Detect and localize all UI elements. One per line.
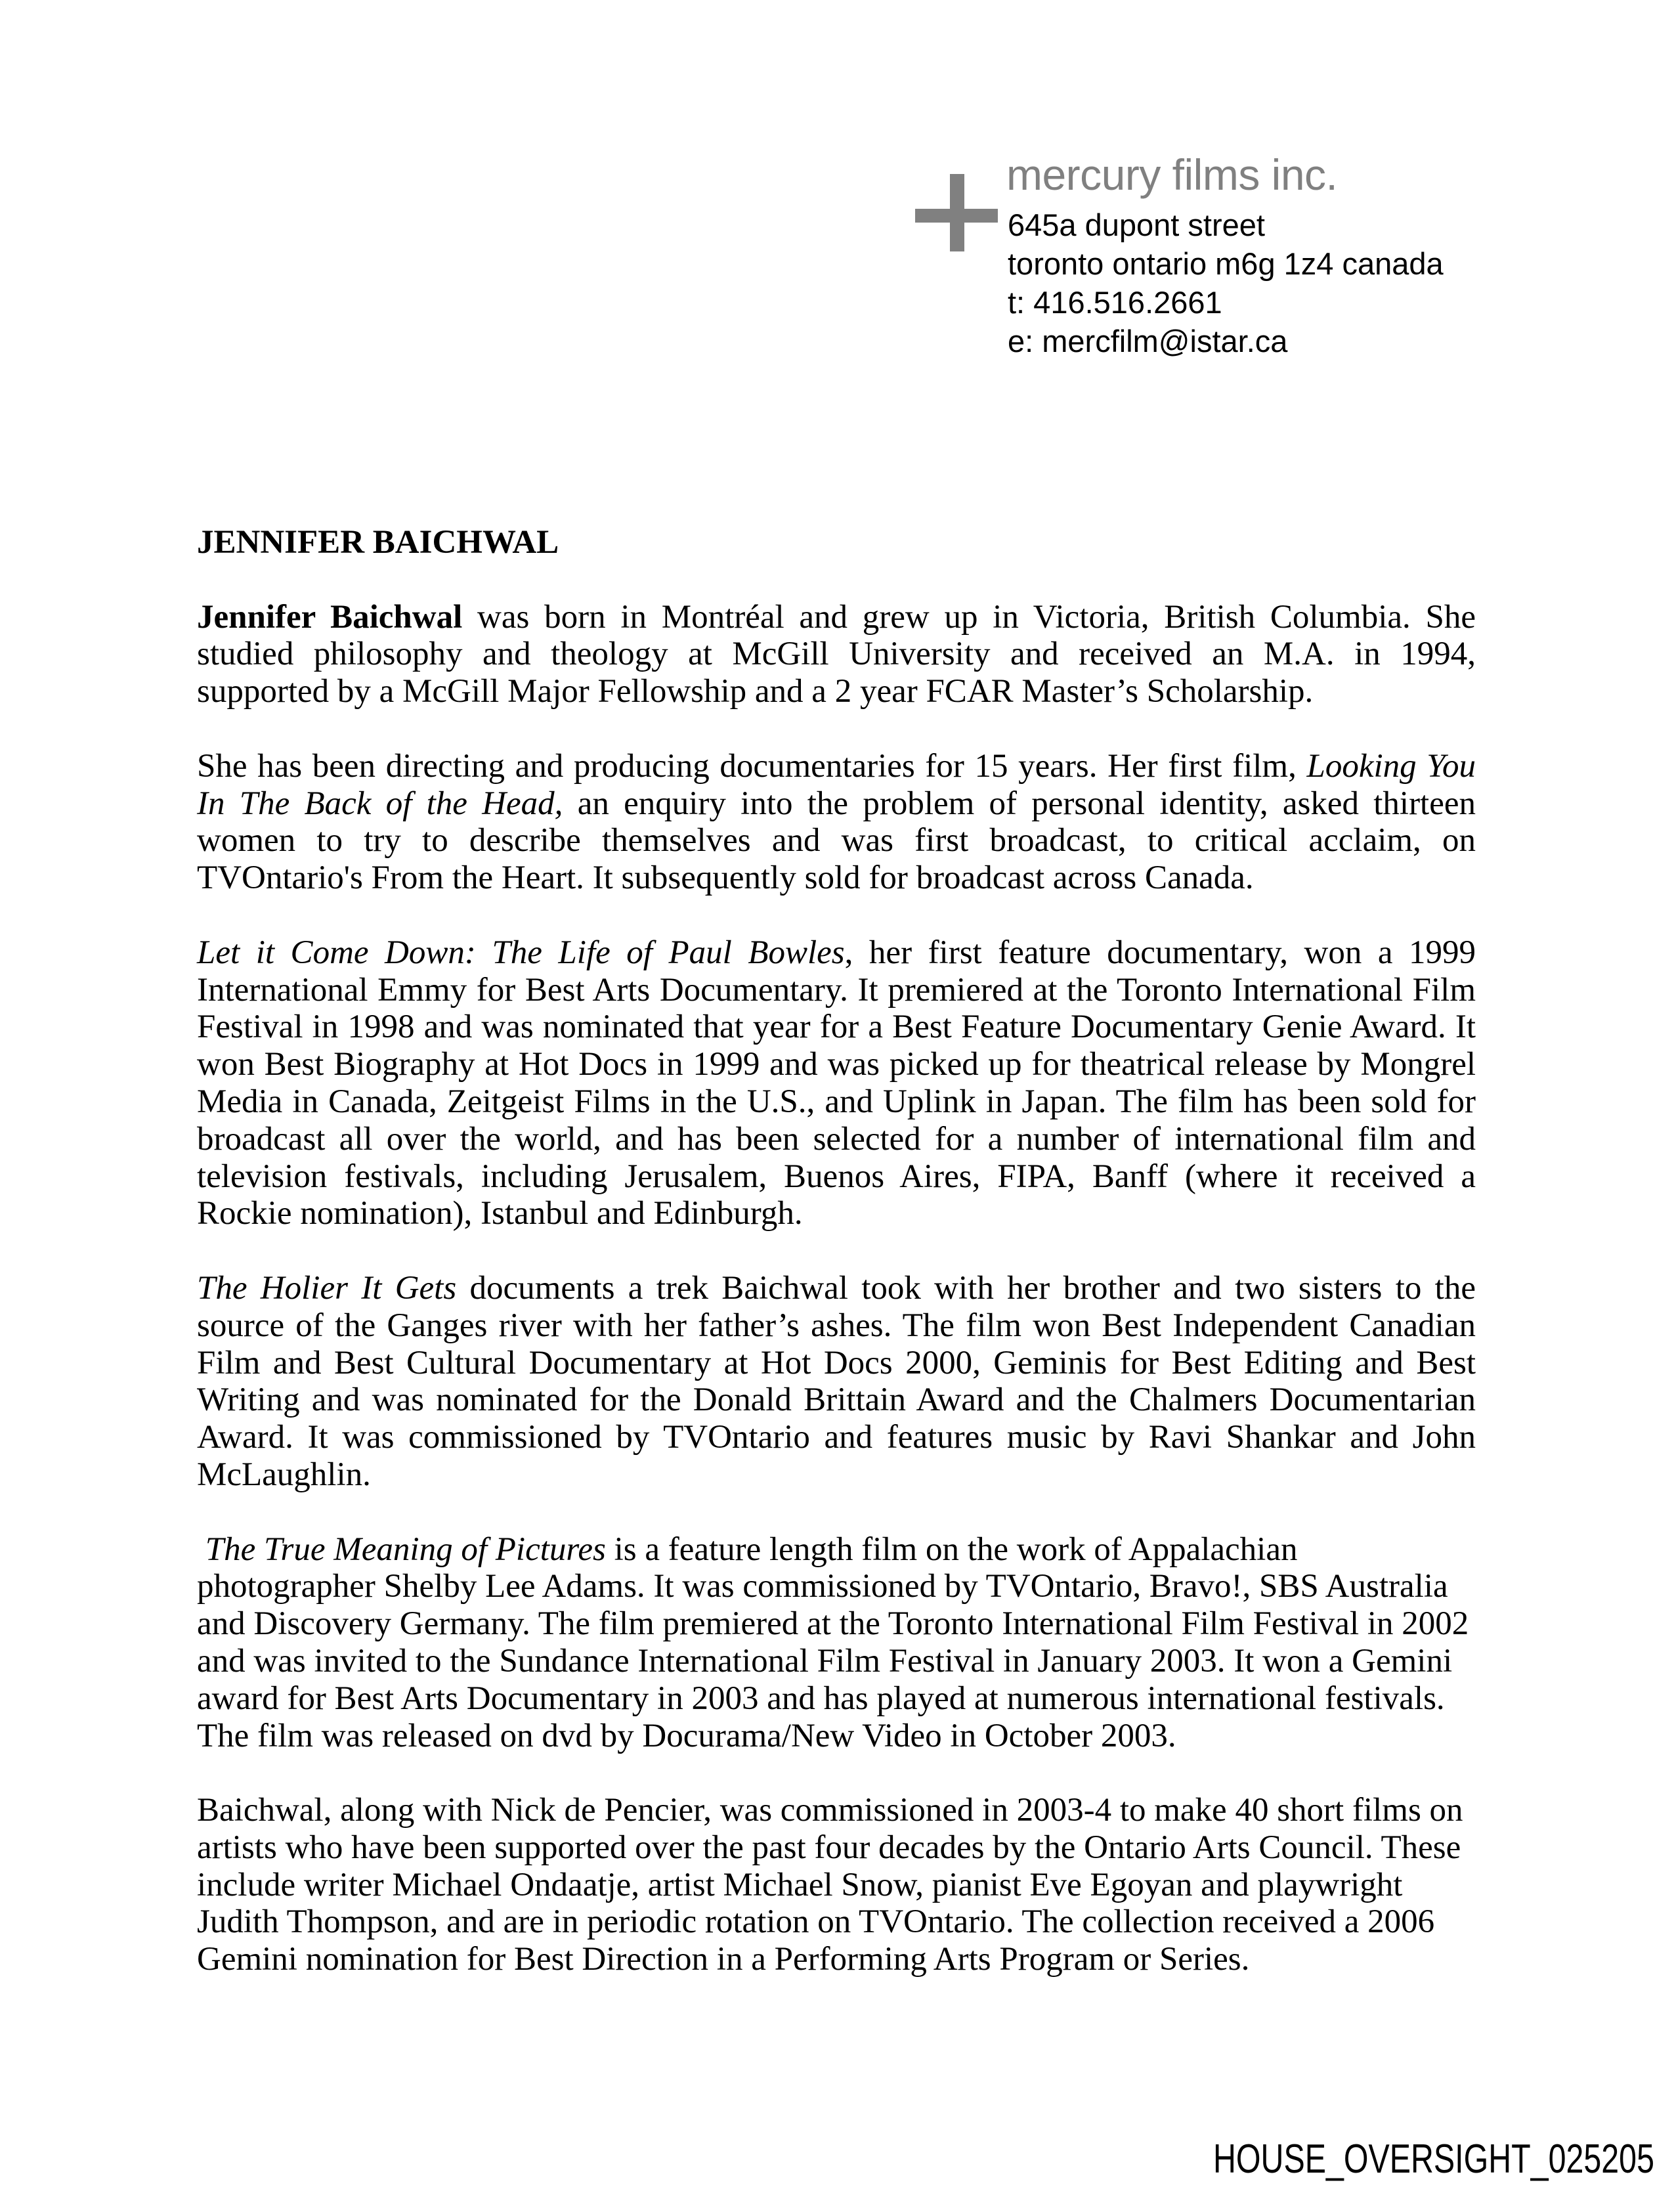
company-address xyxy=(1008,206,1444,360)
bio-paragraph-5 xyxy=(197,1531,1476,1755)
paragraph-text: is a feature length film on the work of Appalachian photographer Shelby Lee Adams. It was commissioned by TVOntario, Bravo!, SBS Australia and Discovery Germany. The film premiered at the Toronto International Film Festival in 2002 and was invited to the Sundance International Film Festival in January 2003. It won a Gemini award for Best Arts Documentary in 2003 and has played at numerous international festivals. The film was released on dvd by Docurama/New Video in October 2003. xyxy=(197,1530,1469,1754)
bio-paragraph-2 xyxy=(197,748,1476,897)
leading-space xyxy=(197,1531,205,1568)
bio-paragraph-3 xyxy=(197,934,1476,1232)
plus-icon-crossbar xyxy=(915,209,998,223)
film-title: Looking You In The Back of the Head, xyxy=(197,747,1476,822)
subject-name: Jennifer Baichwal xyxy=(197,598,463,636)
bio-paragraph-6 xyxy=(197,1792,1476,1978)
film-title: The Holier It Gets xyxy=(197,1269,457,1307)
bates-number: HOUSE_OVERSIGHT_025205 xyxy=(1213,2136,1654,2182)
email-address: e: mercfilm@istar.ca xyxy=(1008,324,1288,358)
film-title: The True Meaning of Pictures xyxy=(205,1530,606,1568)
phone-number: t: 416.516.2661 xyxy=(1008,285,1222,320)
film-title: Let it Come Down: The Life of Paul Bowles xyxy=(197,934,845,971)
paragraph-text: documents a trek Baichwal took with her brother and two sisters to the source of the Ganges river with her father’s ashes. The film won Best Independent Canadian Film and Best Cultural Documentary at Hot Docs 2000, Geminis for Best Editing and Best Writing and was nominated for the Donald Brittain Award and the Chalmers Documentarian Award. It was commissioned by TVOntario and features music by Ravi Shankar and John McLaughlin. xyxy=(197,1269,1476,1493)
paragraph-text: She has been directing and producing documentaries for 15 years. Her first film, xyxy=(197,747,1307,785)
paragraph-text: an enquiry into the problem of personal identity, asked thirteen women to try to describe themselves and was first broadcast, to critical acclaim, on TVOntario's From the Heart. It subsequently sold for broadcast across Canada. xyxy=(197,785,1476,897)
letterhead xyxy=(0,0,1674,394)
bio-paragraph-4 xyxy=(197,1270,1476,1494)
paragraph-text: was born in Montréal and grew up in Victoria, British Columbia. She studied philosophy and theology at McGill University and received an M.A. in 1994, supported by a McGill Major Fellowship and a 2 year FCAR Master’s Scholarship. xyxy=(197,598,1476,710)
paragraph-text: Baichwal, along with Nick de Pencier, was commissioned in 2003-4 to make 40 short films on artists who have been supported over the past four decades by the Ontario Arts Council. These include writer Michael Ondaatje, artist Michael Snow, pianist Eve Egoyan and playwright Judith Thompson, and are in periodic rotation on TVOntario. The collection received a 2006 Gemini nomination for Best Direction in a Performing Arts Program or Series. xyxy=(197,1792,1463,1978)
address-city: toronto ontario m6g 1z4 canada xyxy=(1008,246,1444,281)
document-body xyxy=(197,524,1476,2016)
address-street: 645a dupont street xyxy=(1008,207,1265,242)
paragraph-text: , her first feature documentary, won a 1999 International Emmy for Best Arts Documentary. It premiered at the Toronto International Film Festival in 1998 and was nominated that year for a Best Feature Documentary Genie Award. It won Best Biography at Hot Docs in 1999 and was picked up for theatrical release by Mongrel Media in Canada, Zeitgeist Films in the U.S., and Uplink in Japan. The film has been sold for broadcast all over the world, and has been selected for a number of international film and television festivals, including Jerusalem, Buenos Aires, FIPA, Banff (where it received a Rockie nomination), Istanbul and Edinburgh. xyxy=(197,934,1476,1232)
page-title: JENNIFER BAICHWAL xyxy=(197,524,559,561)
bio-paragraph-1 xyxy=(197,599,1476,710)
company-name: mercury films inc. xyxy=(1006,150,1338,199)
